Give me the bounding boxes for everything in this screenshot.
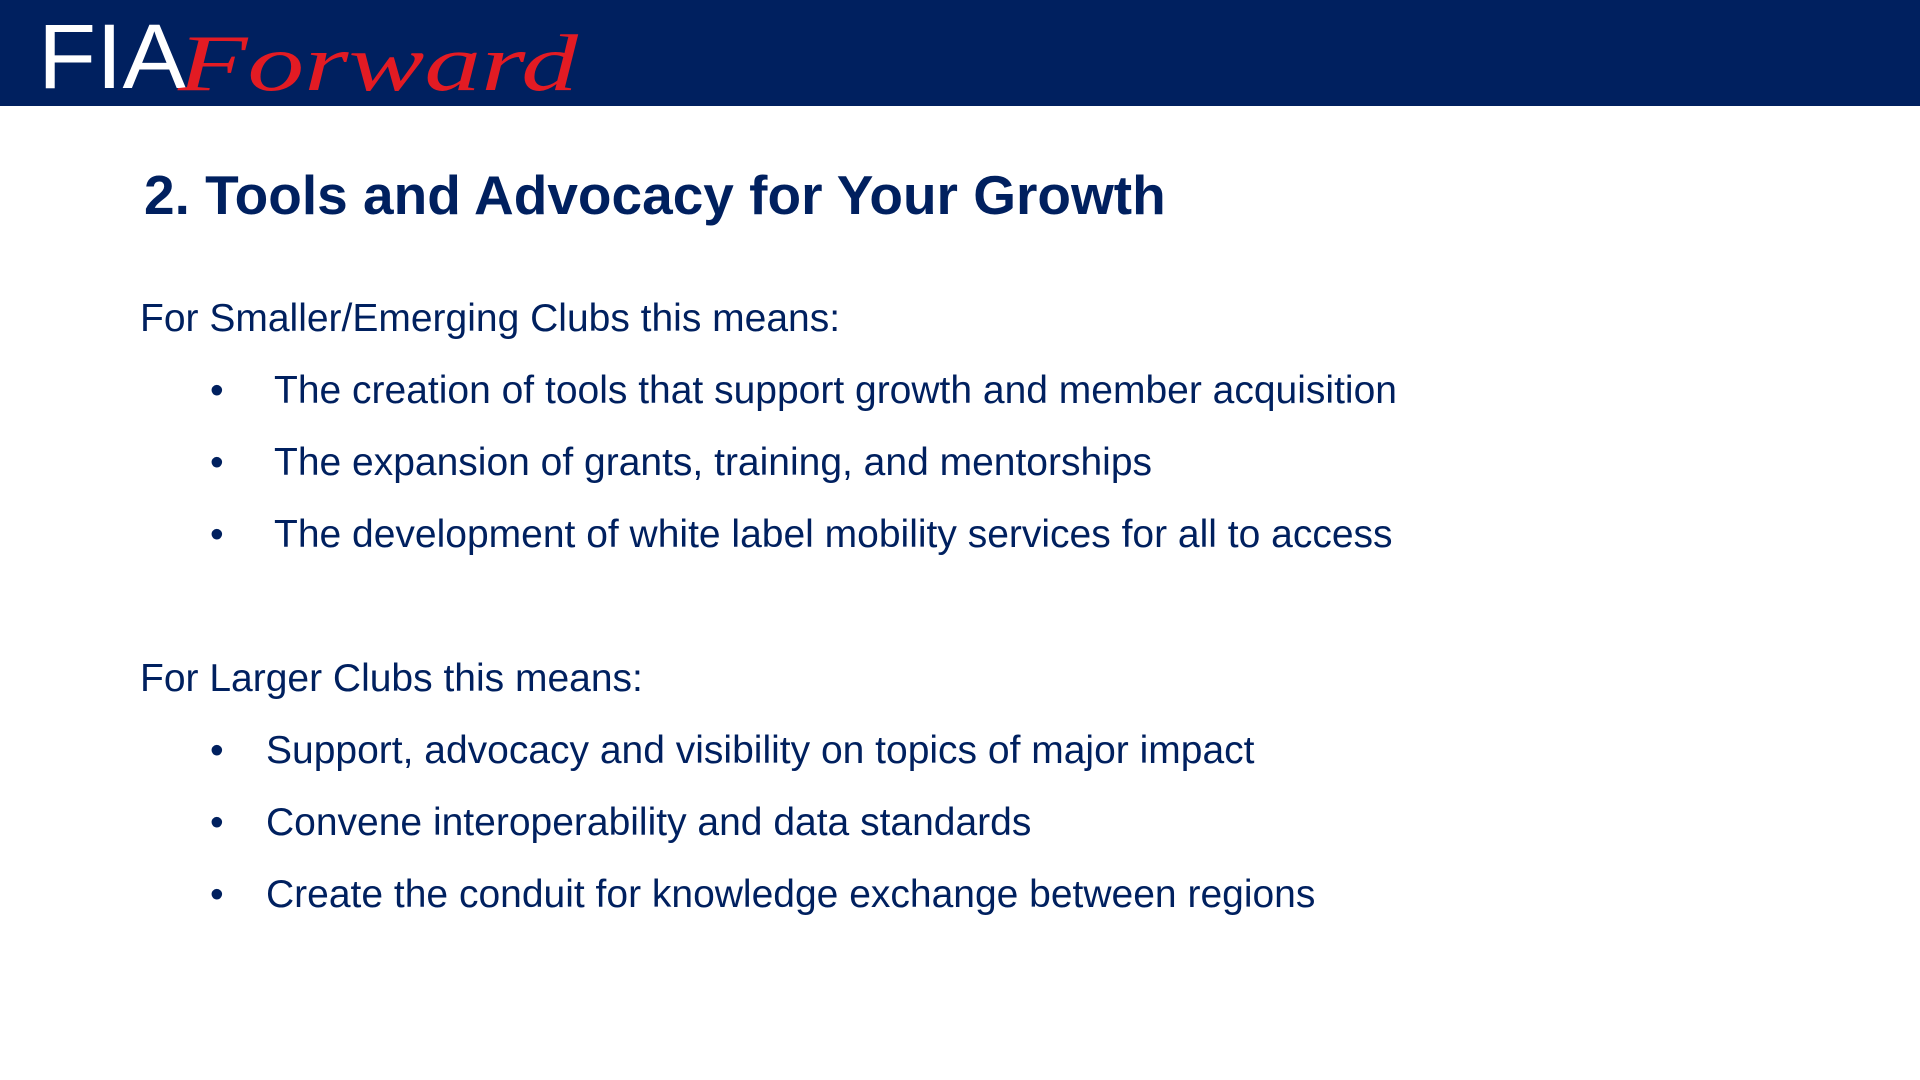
bullet-point: • [210, 369, 224, 412]
logo-forward-text: Forward [176, 20, 580, 106]
bullet-text: Create the conduit for knowledge exchange between regions [266, 873, 1316, 916]
slide-title: 2. Tools and Advocacy for Your Growth [144, 164, 1166, 226]
bullet-text: Convene interoperability and data standards [266, 801, 1032, 844]
section-heading-smaller-clubs: For Smaller/Emerging Clubs this means: [140, 297, 841, 340]
bullet-point: • [210, 729, 224, 772]
bullet-text: The development of white label mobility services for all to access [274, 513, 1393, 556]
bullet-point: • [210, 801, 224, 844]
bullet-point: • [210, 441, 224, 484]
bullet-text: Support, advocacy and visibility on topics of major impact [266, 729, 1255, 772]
fia-forward-logo [38, 0, 598, 106]
bullet-text: The creation of tools that support growth and member acquisition [274, 369, 1397, 412]
logo-fia-text: FIA [38, 6, 187, 106]
section-heading-larger-clubs: For Larger Clubs this means: [140, 657, 643, 700]
bullet-point: • [210, 873, 224, 916]
bullet-text: The expansion of grants, training, and mentorships [274, 441, 1153, 484]
logo-graphic [38, 0, 598, 106]
header-bar [0, 0, 1920, 106]
bullet-point: • [210, 513, 224, 556]
